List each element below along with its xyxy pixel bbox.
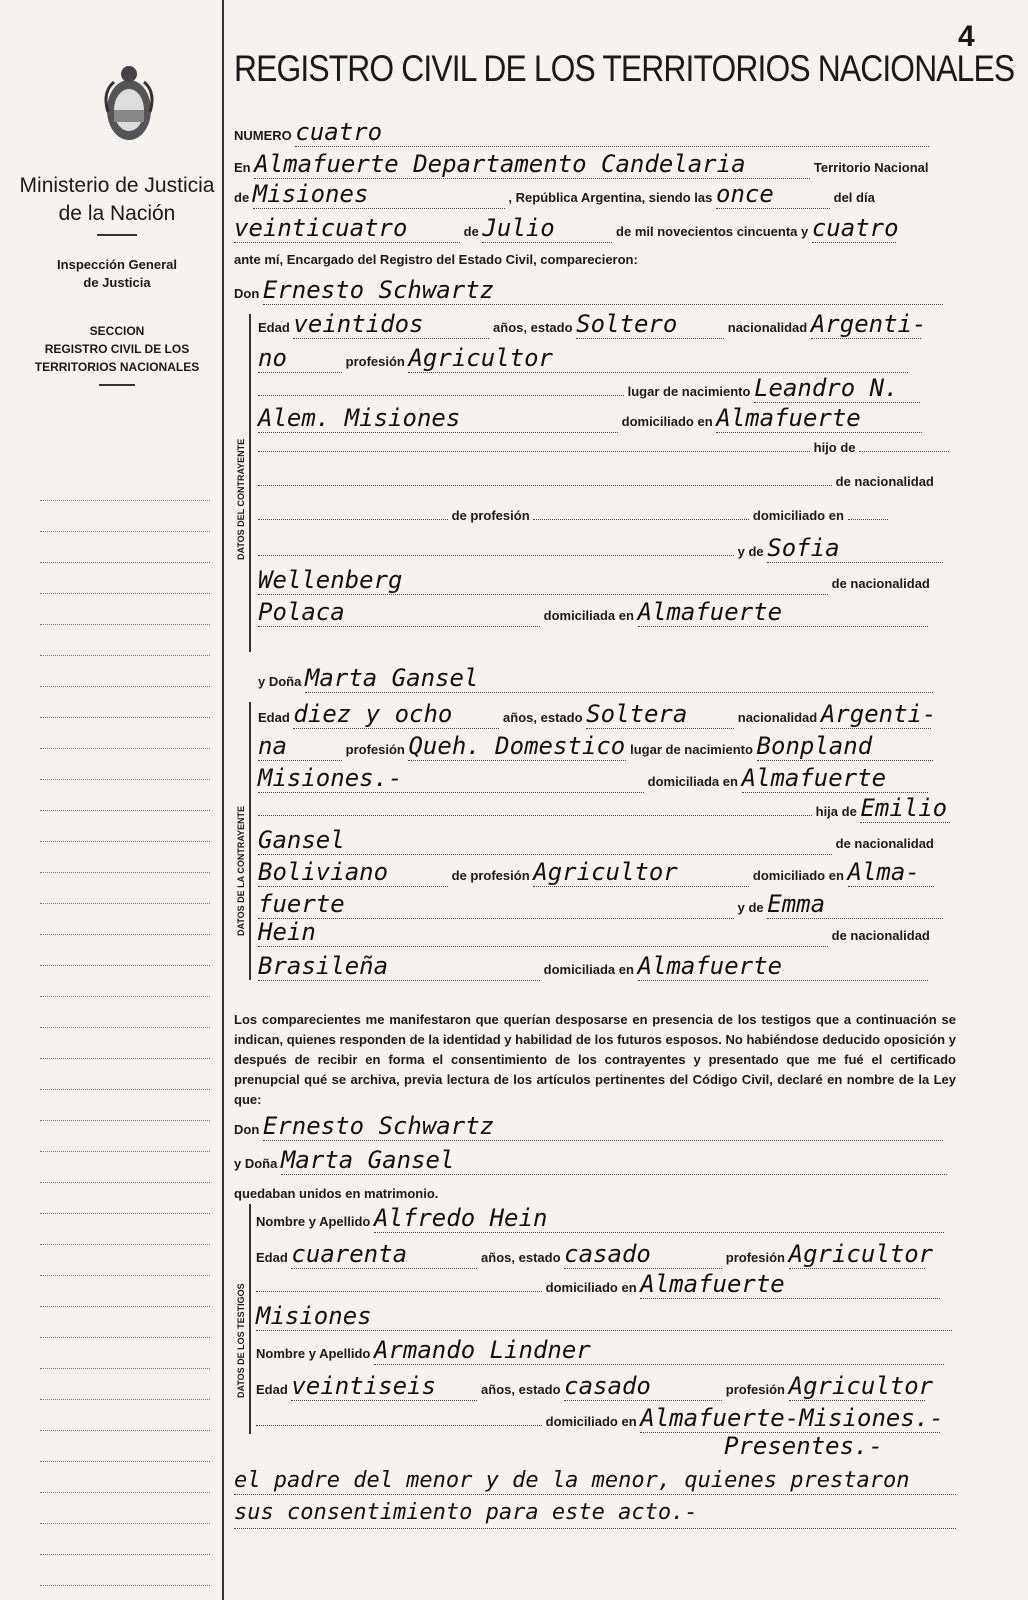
de-prof-label: de profesión	[451, 868, 530, 883]
margin-dotted-line	[40, 1524, 210, 1555]
blank-line	[258, 395, 624, 396]
margin-dotted-line	[40, 532, 210, 563]
margin-dotted-line	[40, 1307, 210, 1338]
t2-edad: veintiseis	[291, 1372, 477, 1401]
de2-label: de	[463, 224, 479, 239]
territorio-label: Territorio Nacional	[813, 160, 929, 175]
lugar-nac-label: lugar de nacimiento	[627, 384, 751, 399]
margin-dotted-line	[40, 1152, 210, 1183]
inspection-name	[14, 256, 220, 292]
f-padre-dom-a: Alma-	[848, 858, 934, 887]
margin-dotted-line	[40, 594, 210, 625]
margin-dotted-line	[40, 470, 210, 501]
divider	[99, 384, 135, 386]
t1-estado: casado	[564, 1240, 722, 1269]
f-padre-prof: Agricultor	[533, 858, 749, 887]
contrayente-madre-b: Wellenberg	[258, 566, 828, 595]
blank-line	[258, 519, 448, 520]
t1-nombre: Alfredo Hein	[374, 1204, 944, 1233]
margin-dotted-line	[40, 873, 210, 904]
anos-label: años, estado	[503, 710, 583, 725]
blank-line	[258, 555, 734, 556]
t1-edad-row	[256, 1240, 934, 1269]
madre-row	[258, 534, 943, 563]
left-margin	[0, 0, 224, 1600]
en-label: En	[234, 160, 251, 175]
f-padre-a: Emilio	[860, 794, 950, 823]
t2-dom: Almafuerte-Misiones.-	[640, 1404, 944, 1432]
fecha-row	[234, 214, 899, 243]
testigos-side-label: DATOS DE LOS TESTIGOS	[236, 1283, 246, 1398]
f-nac-a: Argenti-	[820, 700, 937, 728]
anos-label: años, estado	[481, 1382, 561, 1397]
note-rule-1	[234, 1494, 956, 1495]
margin-dotted-line	[40, 1090, 210, 1121]
de-prof-label: de profesión	[451, 508, 530, 523]
decl-novia: Marta Gansel	[281, 1146, 947, 1175]
margin-dotted-line	[40, 656, 210, 687]
domic2-label: domiciliado en	[752, 508, 844, 523]
nac-label: nacionalidad	[727, 320, 808, 335]
margin-dotted-line	[40, 935, 210, 966]
margin-dotted-line	[40, 1338, 210, 1369]
margin-dotted-line	[40, 780, 210, 811]
t2-nombre: Armando Lindner	[374, 1336, 944, 1365]
f-lugar-b: Misiones.-	[258, 764, 644, 793]
margin-dotted-line	[40, 718, 210, 749]
blank-line	[258, 815, 812, 816]
dom-label: domiciliado en	[545, 1280, 637, 1295]
t2-prof: Agricultor	[788, 1372, 934, 1400]
blank-line	[256, 1425, 542, 1426]
margin-dotted-line	[40, 904, 210, 935]
divider	[97, 234, 137, 236]
margin-dotted-line	[40, 1431, 210, 1462]
blank-line	[859, 451, 949, 452]
y-de-label: y de	[737, 544, 764, 559]
inspection-line-2: de Justicia	[83, 275, 151, 290]
contrayente-edad-row	[258, 310, 927, 339]
margin-dotted-line	[40, 966, 210, 997]
margin-dotted-line	[40, 811, 210, 842]
testigos-bracket	[249, 1204, 251, 1434]
margin-dotted-line	[40, 563, 210, 594]
dona-row	[258, 664, 933, 693]
madre-nac-row	[258, 566, 930, 595]
f-profesion: Queh. Domestico	[408, 732, 626, 760]
anio-label: de mil novecientos cincuenta y	[616, 224, 809, 239]
page-number: 4	[958, 20, 975, 53]
f-madre-nac-row	[258, 918, 930, 947]
margin-dotted-line	[40, 749, 210, 780]
nombre-label: Nombre y Apellido	[256, 1346, 371, 1361]
margin-dotted-line	[40, 1183, 210, 1214]
f-hija-row	[258, 794, 950, 823]
hijo-row	[258, 440, 949, 455]
dona-label: y Doña	[234, 1156, 278, 1171]
section-name	[14, 322, 220, 386]
ante-row: ante mí, Encargado del Registro del Estado Civil, comparecieron:	[234, 252, 638, 267]
margin-dotted-line	[40, 1400, 210, 1431]
f-madre-row	[258, 890, 943, 919]
decl-dona-row	[234, 1146, 947, 1175]
dona-label: y Doña	[258, 674, 302, 689]
anos-label: años, estado	[493, 320, 573, 335]
decl-don-row	[234, 1112, 943, 1141]
lugar-row	[234, 150, 929, 179]
profesion-label: profesión	[345, 742, 405, 757]
contrayente-name: Ernesto Schwartz	[263, 276, 943, 305]
t1-dom-a: Almafuerte	[640, 1270, 940, 1299]
hora-value: once	[716, 180, 830, 209]
hija-label: hija de	[815, 804, 857, 819]
ministry-line-1: Ministerio de Justicia	[19, 174, 215, 197]
contrayente-lugar-a: Leandro N.	[754, 374, 920, 403]
blank-line	[258, 451, 810, 452]
margin-dotted-line	[40, 1462, 210, 1493]
f-madre-nac: Brasileña	[258, 952, 540, 981]
f-lugar-a: Bonpland	[757, 732, 933, 761]
decl-novio: Ernesto Schwartz	[263, 1112, 943, 1141]
contrayente-f-bracket	[249, 702, 251, 980]
f-madre-a: Emma	[767, 890, 943, 919]
domiciliada-label: domiciliada en	[543, 962, 634, 977]
contrayente-f-side-label: DATOS DE LA CONTRAYENTE	[236, 805, 246, 936]
margin-dotted-line	[40, 997, 210, 1028]
blank-line	[258, 485, 832, 486]
contrayente-prof-row	[258, 344, 908, 373]
edad-label: Edad	[258, 710, 290, 725]
declaration-paragraph: Los comparecientes me manifestaron que querían desposarse en presencia de los testigos que a continuación se indican, quienes responden de la identidad y habilidad de los futuros esposos. No habiéndose deducido oposición y después de recibir en forma el consentimiento de los contrayentes y presentado que me fué el certificado prenupcial qué se archiva, previa lectura de los artículos pertinentes del Código Civil, declaré en nombre de la Ley que:	[234, 1012, 956, 1107]
f-edad: diez y ocho	[293, 700, 499, 729]
blank-line	[256, 1291, 542, 1292]
contrayente-lugar-row	[258, 374, 920, 403]
contrayente-dom-row	[258, 404, 922, 433]
territorio-row	[234, 180, 875, 209]
t2-estado: casado	[564, 1372, 722, 1401]
dia-value: veinticuatro	[234, 214, 460, 243]
contrayente-madre-nac: Polaca	[258, 598, 540, 627]
contrayente-bracket	[249, 314, 251, 652]
margin-note-lines	[40, 470, 210, 1580]
section-line-3: TERRITORIOS NACIONALES	[34, 360, 200, 374]
numero-value: cuatro	[295, 118, 929, 147]
contrayente-profesion: Agricultor	[408, 344, 908, 373]
page-title: REGISTRO CIVIL DE LOS TERRITORIOS NACIONALES	[234, 48, 1015, 89]
margin-dotted-line	[40, 625, 210, 656]
contrayente-edad: veintidos	[293, 310, 489, 339]
blank-line	[533, 519, 749, 520]
ministry-line-2: de la Nación	[58, 202, 176, 225]
note-line-1: el padre del menor y de la menor, quienes prestaron	[234, 1468, 910, 1493]
coat-of-arms-icon	[100, 62, 158, 148]
f-madre-dom-row	[258, 952, 928, 981]
domic-label: domiciliada en	[647, 774, 738, 789]
margin-dotted-line	[40, 1028, 210, 1059]
section-line-1: SECCION	[89, 324, 145, 338]
margin-dotted-line	[40, 1555, 210, 1586]
territorio-value: Misiones	[253, 180, 505, 209]
de-nac-label: de nacionalidad	[835, 836, 934, 851]
note-line-2: sus consentimiento para este acto.-	[234, 1500, 698, 1525]
numero-label: NUMERO	[234, 128, 292, 143]
t1-dom-row	[256, 1270, 940, 1299]
f-domicilio: Almafuerte	[742, 764, 928, 793]
f-padre-dom-b: fuerte	[258, 890, 734, 919]
note-rule-2	[234, 1528, 956, 1529]
de-nac-label: de nacionalidad	[831, 576, 930, 591]
edad-label: Edad	[256, 1382, 288, 1397]
don-label: Don	[234, 286, 260, 301]
mes-value: Julio	[482, 214, 612, 243]
y-de-label: y de	[737, 900, 764, 915]
f-madre-b: Hein	[258, 918, 828, 947]
t2-nombre-row	[256, 1336, 944, 1365]
margin-dotted-line	[40, 501, 210, 532]
contrayente-nac-b: no	[258, 344, 342, 373]
de-nac-label: de nacionalidad	[835, 474, 934, 489]
hijo-label: hijo de	[813, 440, 856, 455]
unidos-text: quedaban unidos en matrimonio.	[234, 1186, 439, 1201]
republica-label: , República Argentina, siendo las	[508, 190, 713, 205]
domic-label: domiciliado en	[621, 414, 713, 429]
del-dia-label: del día	[833, 190, 875, 205]
contrayente-f-name: Marta Gansel	[305, 664, 933, 693]
t2-edad-row	[256, 1372, 934, 1401]
f-prof-row	[258, 732, 933, 761]
lugar-nac-label: lugar de nacimiento	[630, 742, 753, 757]
t1-nombre-row	[256, 1204, 944, 1233]
margin-dotted-line	[40, 1369, 210, 1400]
madre-dom-row	[258, 598, 928, 627]
anos-label: años, estado	[481, 1250, 561, 1265]
margin-dotted-line	[40, 1121, 210, 1152]
t1-dom-b: Misiones	[256, 1302, 952, 1331]
contrayente-madre-a: Sofia	[767, 534, 943, 563]
blank-line	[848, 519, 888, 520]
presentes-text: Presentes.-	[724, 1432, 883, 1460]
f-edad-row	[258, 700, 937, 729]
margin-dotted-line	[40, 1493, 210, 1524]
f-padre-b: Gansel	[258, 826, 832, 855]
contrayente-domicilio: Almafuerte	[716, 404, 922, 433]
contrayente-nac-a: Argenti-	[810, 310, 927, 338]
contrayente-lugar-b: Alem. Misiones	[258, 404, 618, 433]
f-padre-nac-row	[258, 858, 934, 887]
prof-label: profesión	[725, 1250, 785, 1265]
contrayente-estado: Soltero	[576, 310, 724, 339]
f-nac-b: na	[258, 732, 342, 761]
edad-label: Edad	[258, 320, 290, 335]
t1-edad: cuarenta	[291, 1240, 477, 1269]
padre-nac-row	[258, 474, 934, 489]
lugar-value: Almafuerte Departamento Candelaria	[254, 150, 810, 179]
don-label: Don	[234, 1122, 260, 1137]
t1-dom-b-row	[256, 1302, 952, 1331]
contrayente-side-label: DATOS DEL CONTRAYENTE	[236, 438, 246, 560]
de-nac-label: de nacionalidad	[831, 928, 930, 943]
f-padre-nac: Boliviano	[258, 858, 448, 887]
dom-label: domiciliado en	[545, 1414, 637, 1429]
f-dom-row	[258, 764, 928, 793]
profesion-label: profesión	[345, 354, 405, 369]
margin-dotted-line	[40, 1214, 210, 1245]
f-estado: Soltera	[586, 700, 734, 729]
numero-row	[234, 118, 929, 147]
domiciliada-label: domiciliada en	[543, 608, 634, 623]
t2-dom-row	[256, 1404, 944, 1433]
margin-dotted-line	[40, 1245, 210, 1276]
margin-dotted-line	[40, 842, 210, 873]
t1-prof: Agricultor	[788, 1240, 934, 1268]
section-line-2: REGISTRO CIVIL DE LOS	[44, 342, 190, 356]
f-padre-row	[258, 826, 934, 855]
nombre-label: Nombre y Apellido	[256, 1214, 371, 1229]
margin-dotted-line	[40, 1276, 210, 1307]
f-madre-dom: Almafuerte	[638, 952, 928, 981]
prof-label: profesión	[725, 1382, 785, 1397]
inspection-line-1: Inspección General	[57, 257, 177, 272]
edad-label: Edad	[256, 1250, 288, 1265]
de-label: de	[234, 190, 250, 205]
padre-prof-row	[258, 508, 888, 523]
margin-dotted-line	[40, 1059, 210, 1090]
nac-label: nacionalidad	[737, 710, 818, 725]
don-row	[234, 276, 943, 305]
margin-dotted-line	[40, 687, 210, 718]
contrayente-madre-dom: Almafuerte	[638, 598, 928, 627]
ministry-name	[14, 172, 220, 242]
anio-value: cuatro	[811, 214, 899, 242]
domic2-label: domiciliado en	[752, 868, 844, 883]
